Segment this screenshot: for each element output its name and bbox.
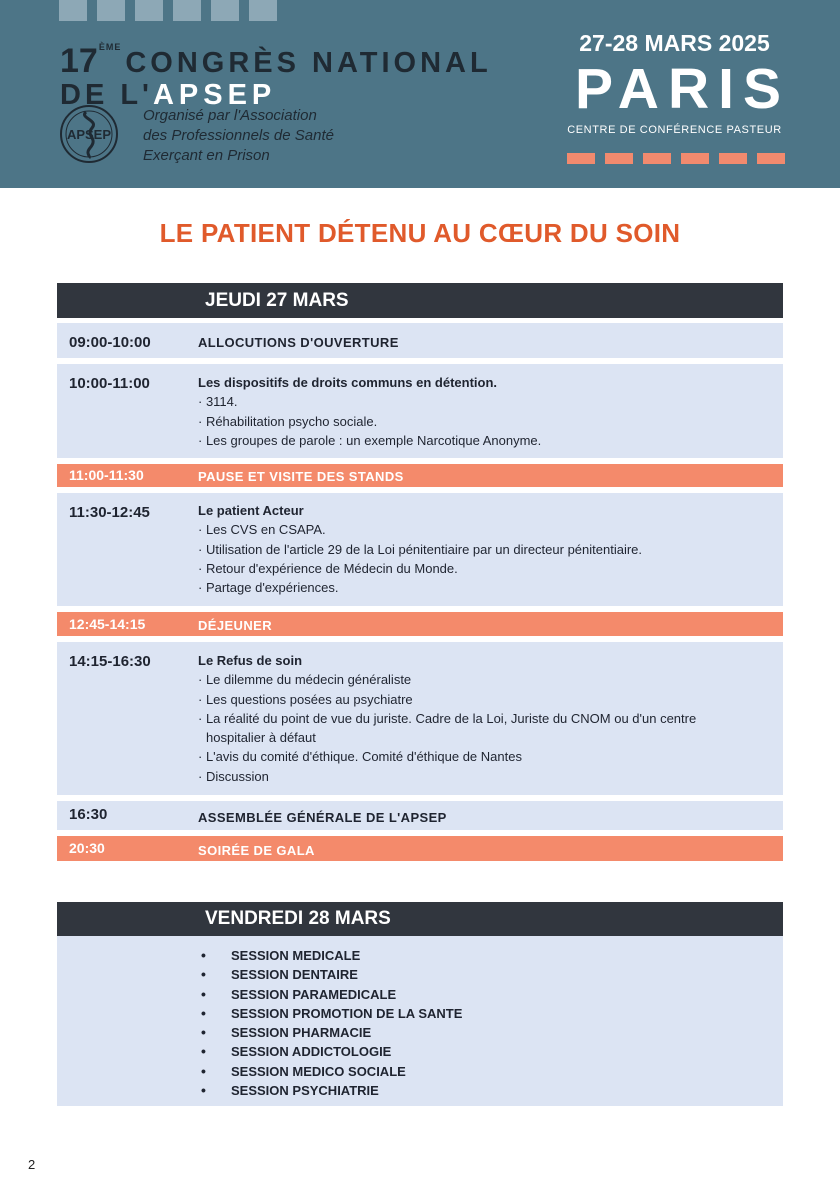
slot-item: · Les questions posées au psychiatre xyxy=(198,691,413,707)
slot-item: · Partage d'expériences. xyxy=(198,580,339,596)
slot-time: 14:15-16:30 xyxy=(69,653,151,670)
page-number: 2 xyxy=(28,1157,36,1172)
session-label: SESSION MEDICO SOCIALE xyxy=(231,1063,406,1079)
slot-title: ASSEMBLÉE GÉNÉRALE DE L'APSEP xyxy=(198,810,447,825)
list-item xyxy=(201,965,462,984)
title-brand: APSEP xyxy=(152,79,277,111)
decorative-squares-bottom xyxy=(567,153,785,164)
organizer-line: des Professionnels de Santé xyxy=(143,127,334,144)
list-item xyxy=(201,946,462,965)
slot-title: ALLOCUTIONS D'OUVERTURE xyxy=(198,335,399,350)
slot-item: · 3114. xyxy=(198,394,238,410)
slot-title: Le Refus de soin xyxy=(198,653,303,668)
slot-title: Le patient Acteur xyxy=(198,503,304,518)
organizer-line: Organisé par l'Association xyxy=(143,107,317,124)
schedule-slot-break xyxy=(57,836,783,861)
slot-time: 12:45-14:15 xyxy=(69,616,146,632)
bullet-icon: • xyxy=(201,1024,206,1041)
slot-item: · Discussion xyxy=(198,768,269,784)
slot-time: 11:30-12:45 xyxy=(69,504,150,521)
session-list xyxy=(201,946,462,1100)
bullet-icon: • xyxy=(201,1043,206,1060)
slot-item: · L'avis du comité d'éthique. Comité d'éthique de Nantes xyxy=(198,749,522,765)
event-city: PARIS xyxy=(575,57,790,121)
list-item xyxy=(201,1081,462,1100)
decorative-squares-top xyxy=(59,0,277,21)
sessions-panel xyxy=(57,936,783,1106)
slot-item: · Les CVS en CSAPA. xyxy=(198,522,326,538)
slot-title: PAUSE ET VISITE DES STANDS xyxy=(198,469,404,484)
apsep-logo xyxy=(59,104,119,164)
list-item xyxy=(201,1004,462,1023)
page-title: LE PATIENT DÉTENU AU CŒUR DU SOIN xyxy=(159,218,681,248)
logo-text: APSEP xyxy=(66,127,112,142)
event-venue: CENTRE DE CONFÉRENCE PASTEUR xyxy=(567,124,782,136)
page-header xyxy=(0,0,840,188)
slot-time: 11:00-11:30 xyxy=(69,467,144,483)
slot-item: · La réalité du point de vue du juriste. Cadre de la Loi, Juriste du CNOM ou d'un centre xyxy=(198,710,697,726)
session-label: SESSION MEDICALE xyxy=(231,948,361,963)
title-line2-prefix: DE L' xyxy=(60,79,153,111)
slot-item: · Réhabilitation psycho sociale. xyxy=(198,413,378,429)
session-label: SESSION PROMOTION DE LA SANTE xyxy=(231,1005,463,1021)
schedule-slot xyxy=(57,493,783,606)
slot-item: · Le dilemme du médecin généraliste xyxy=(198,672,412,688)
schedule-slot xyxy=(57,801,783,830)
slot-time: 09:00-10:00 xyxy=(69,334,151,351)
session-label: SESSION ADDICTOLOGIE xyxy=(231,1044,392,1060)
list-item xyxy=(201,1023,462,1042)
slot-time: 10:00-11:00 xyxy=(69,375,150,392)
slot-title: DÉJEUNER xyxy=(198,618,272,633)
slot-item: · Les groupes de parole : un exemple Narcotique Anonyme. xyxy=(198,432,542,448)
bullet-icon: • xyxy=(201,985,206,1002)
congress-title xyxy=(60,30,492,112)
slot-title: Les dispositifs de droits communs en détention. xyxy=(198,375,498,390)
bullet-icon: • xyxy=(201,1082,206,1099)
schedule-slot-break xyxy=(57,464,783,487)
schedule-slot xyxy=(57,642,783,795)
session-label: SESSION PARAMEDICALE xyxy=(231,986,397,1002)
edition-suffix: ÈME xyxy=(98,42,122,52)
session-label: SESSION PHARMACIE xyxy=(231,1025,372,1041)
session-label: SESSION DENTAIRE xyxy=(231,967,358,983)
schedule-slot xyxy=(57,364,783,458)
day-header-thursday: JEUDI 27 MARS xyxy=(57,283,783,318)
bullet-icon: • xyxy=(201,966,206,983)
list-item xyxy=(201,985,462,1004)
slot-item: · Retour d'expérience de Médecin du Monde. xyxy=(198,560,458,576)
slot-time: 20:30 xyxy=(69,840,105,856)
list-item xyxy=(201,1042,462,1061)
edition-number: 17 xyxy=(60,42,98,80)
bullet-icon: • xyxy=(201,1004,206,1021)
slot-item: hospitalier à défaut xyxy=(206,730,316,746)
slot-title: SOIRÉE DE GALA xyxy=(198,843,315,858)
schedule-slot xyxy=(57,323,783,358)
title-line1: CONGRÈS NATIONAL xyxy=(125,47,492,79)
slot-item: · Utilisation de l'article 29 de la Loi pénitentiaire par un directeur pénitentiaire. xyxy=(198,541,643,557)
event-dates: 27-28 MARS 2025 xyxy=(579,30,770,56)
day-header-friday: VENDREDI 28 MARS xyxy=(57,902,783,936)
organizer-line: Exerçant en Prison xyxy=(143,147,270,164)
slot-time: 16:30 xyxy=(69,806,108,823)
bullet-icon: • xyxy=(201,1062,206,1079)
bullet-icon: • xyxy=(201,947,206,963)
session-label: SESSION PSYCHIATRIE xyxy=(231,1083,379,1099)
event-info xyxy=(567,28,790,136)
list-item xyxy=(201,1062,462,1081)
organizer-text xyxy=(143,106,334,166)
schedule-slot-break xyxy=(57,612,783,636)
